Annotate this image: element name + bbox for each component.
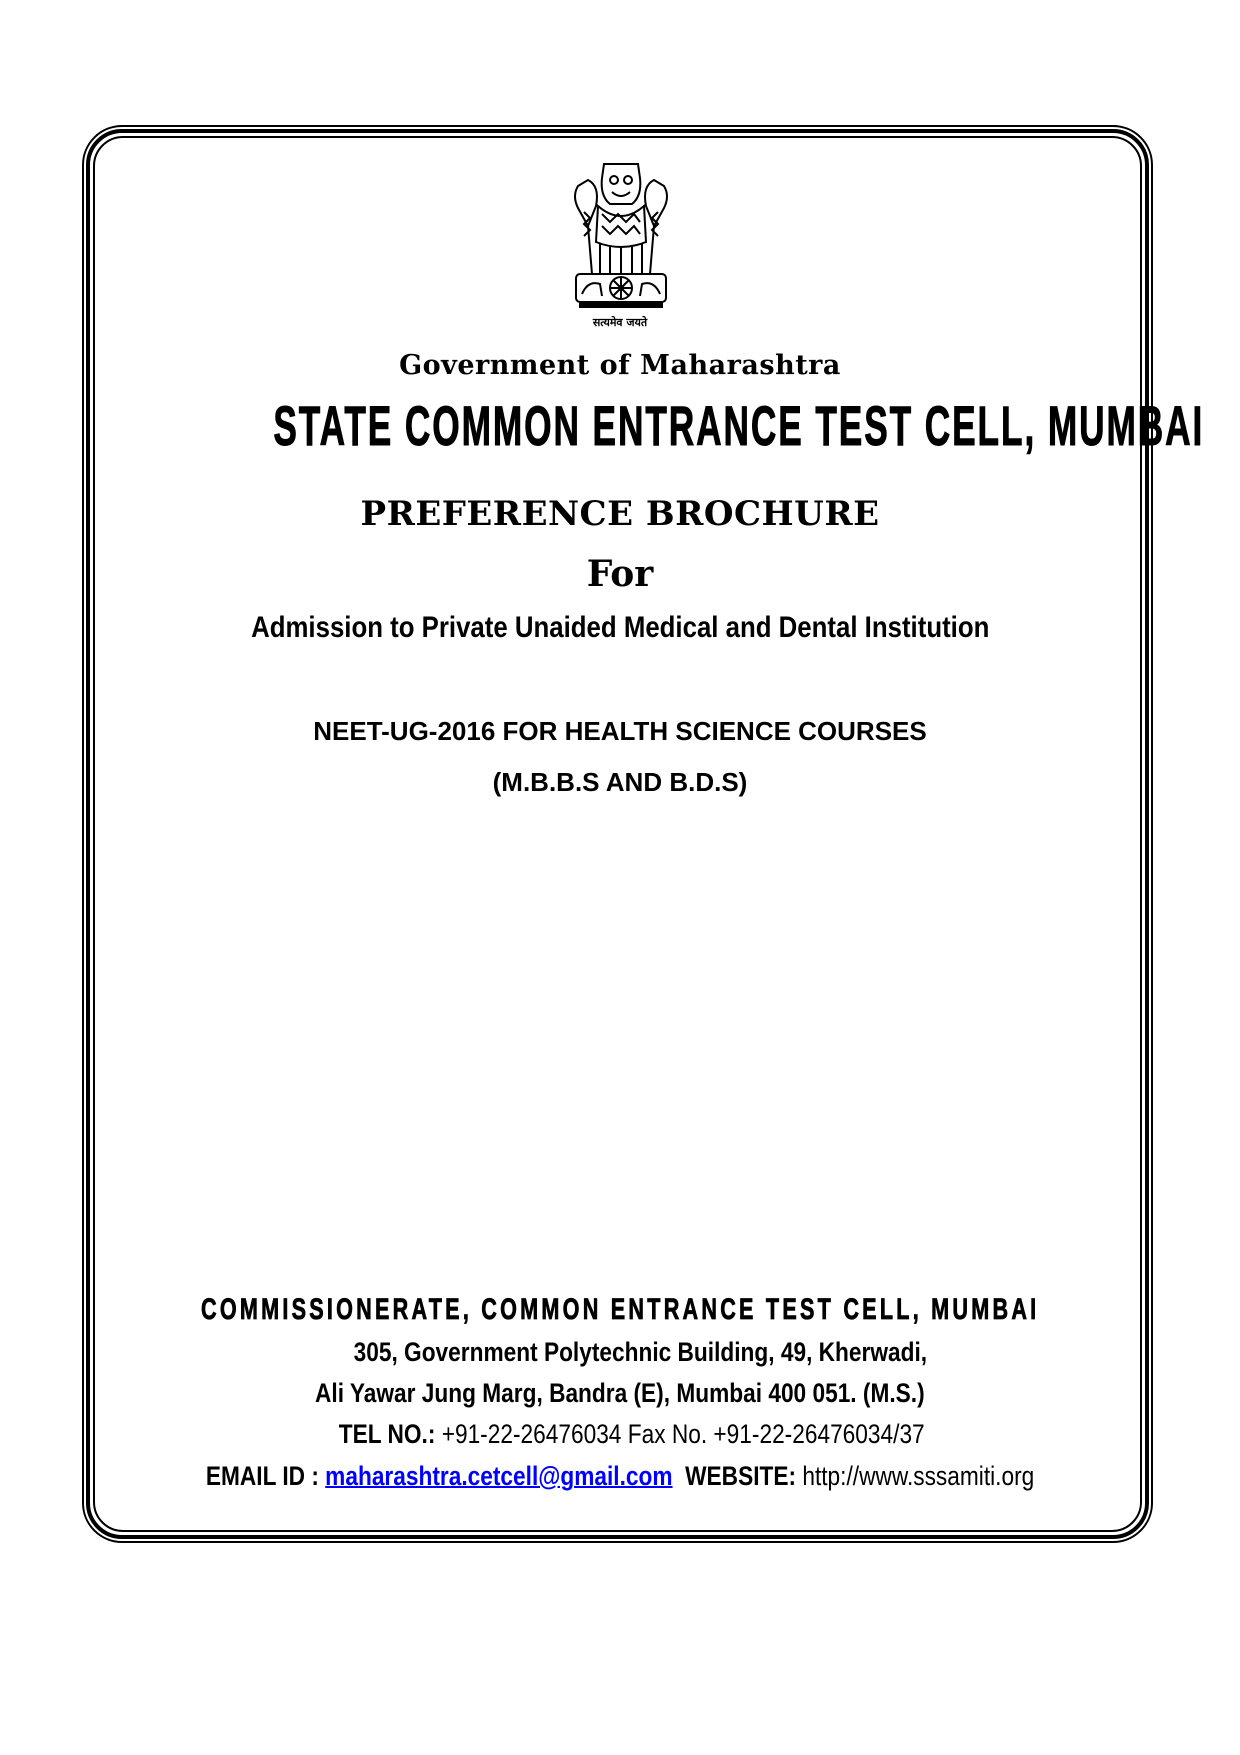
telephone-content — [339, 1418, 925, 1450]
telephone-label: TEL NO.: — [339, 1419, 436, 1449]
page-title: STATE COMMON ENTRANCE TEST CELL, MUMBAI — [273, 394, 1205, 457]
address-line-2 — [315, 1377, 925, 1409]
document-subtitle: Admission to Private Unaided Medical and Dental Institution — [250, 611, 990, 644]
telephone-value: +91-22-26476034 Fax No. +91-22-26476034/37 — [435, 1419, 925, 1449]
government-name: Government of Maharashtra — [399, 350, 841, 381]
office-name-container — [0, 1292, 1240, 1332]
exam-line: NEET-UG-2016 FOR HEALTH SCIENCE COURSES — [313, 716, 927, 746]
address-line-1 — [353, 1336, 926, 1368]
emblem-motto: सत्यमेव जयते — [592, 316, 648, 329]
office-name: COMMISSIONERATE, COMMON ENTRANCE TEST CELL, MUMBAI — [200, 1293, 1040, 1326]
contact-content — [206, 1460, 1034, 1492]
contact-line — [0, 1460, 1240, 1492]
address-line-1-container — [20, 1336, 1240, 1368]
email-link[interactable]: maharashtra.cetcell@gmail.com — [325, 1461, 673, 1491]
state-emblem-of-india-icon — [566, 156, 676, 316]
page-title-container — [0, 396, 1240, 456]
document-subtitle-container — [0, 611, 1240, 645]
telephone-line — [12, 1418, 1240, 1450]
document-heading-for: For — [586, 553, 654, 595]
document-heading: PREFERENCE BROCHURE — [360, 494, 880, 534]
address-line-1-text: 305, Government Polytechnic Building, 49, Kherwadi, — [353, 1337, 927, 1367]
website-value: http://www.sssamiti.org — [795, 1461, 1035, 1491]
email-label: EMAIL ID : — [205, 1461, 326, 1491]
address-line-2-text: Ali Yawar Jung Marg, Bandra (E), Mumbai 400 051. (M.S.) — [315, 1378, 925, 1408]
website-label: WEBSITE: — [685, 1461, 796, 1491]
address-line-2-container — [0, 1377, 1240, 1409]
courses-line: (M.B.B.S AND B.D.S) — [492, 767, 748, 797]
